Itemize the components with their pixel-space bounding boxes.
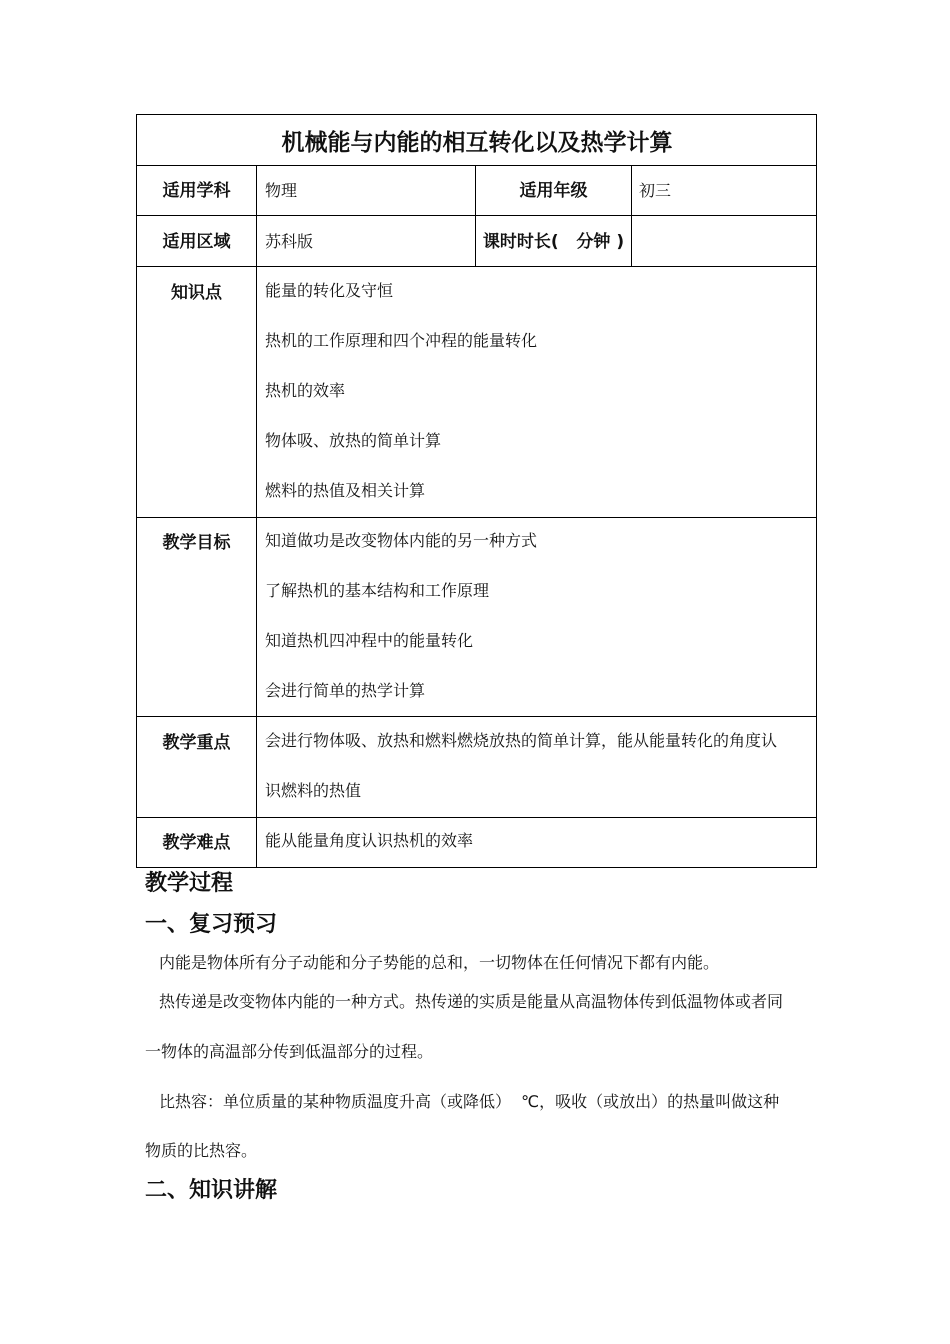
goals-label: 教学目标 (162, 533, 231, 553)
region-label: 适用区域 (162, 232, 231, 252)
list-item: 知道做功是改变物体内能的另一种方式 (265, 531, 538, 550)
list-item: 知道热机四冲程中的能量转化 (265, 631, 474, 650)
list-item: 会进行简单的热学计算 (265, 681, 426, 700)
focus-label: 教学重点 (162, 733, 231, 753)
subject-label: 适用学科 (162, 181, 231, 201)
subject-value: 物理 (265, 181, 298, 200)
section-review-heading: 一、复习预习 (145, 912, 278, 937)
list-item: 热机的效率 (265, 381, 346, 400)
lesson-title: 机械能与内能的相互转化以及热学计算 (281, 129, 673, 156)
difficulty-label: 教学难点 (162, 833, 231, 853)
list-item: 能量的转化及守恒 (265, 281, 394, 300)
duration-label: 课时时长( 分钟 ) (482, 232, 625, 252)
goals-list (265, 516, 537, 716)
process-heading: 教学过程 (145, 871, 234, 896)
paragraph-internal-energy: 内能是物体所有分子动能和分子势能的总和，一切物体在任何情况下都有内能。 (159, 953, 720, 972)
focus-text (265, 716, 777, 816)
difficulty-text (265, 816, 473, 866)
region-value: 苏科版 (265, 232, 314, 251)
paragraph-heat-transfer-line1: 热传递是改变物体内能的一种方式。热传递的实质是能量从高温物体传到低温物体或者同 (159, 992, 784, 1011)
list-item: 热机的工作原理和四个冲程的能量转化 (265, 331, 538, 350)
grade-value: 初三 (639, 181, 672, 200)
knowledge-label: 知识点 (171, 283, 222, 303)
list-item: 物体吸、放热的简单计算 (265, 431, 442, 450)
text-line: 识燃料的热值 (265, 781, 362, 800)
text-line: 能从能量角度认识热机的效率 (265, 831, 474, 850)
knowledge-list (265, 266, 537, 516)
paragraph-heat-transfer-line2: 一物体的高温部分传到低温部分的过程。 (145, 1042, 434, 1061)
text-line: 会进行物体吸、放热和燃料燃烧放热的简单计算，能从能量转化的角度认 (265, 731, 778, 750)
list-item: 燃料的热值及相关计算 (265, 481, 426, 500)
paragraph-specific-heat-line2: 物质的比热容。 (145, 1141, 258, 1160)
paragraph-specific-heat-line1: 比热容：单位质量的某种物质温度升高（或降低） ℃，吸收（或放出）的热量叫做这种 (159, 1092, 780, 1111)
grade-label: 适用年级 (519, 181, 588, 201)
list-item: 了解热机的基本结构和工作原理 (265, 581, 490, 600)
section-knowledge-heading: 二、知识讲解 (145, 1178, 278, 1203)
